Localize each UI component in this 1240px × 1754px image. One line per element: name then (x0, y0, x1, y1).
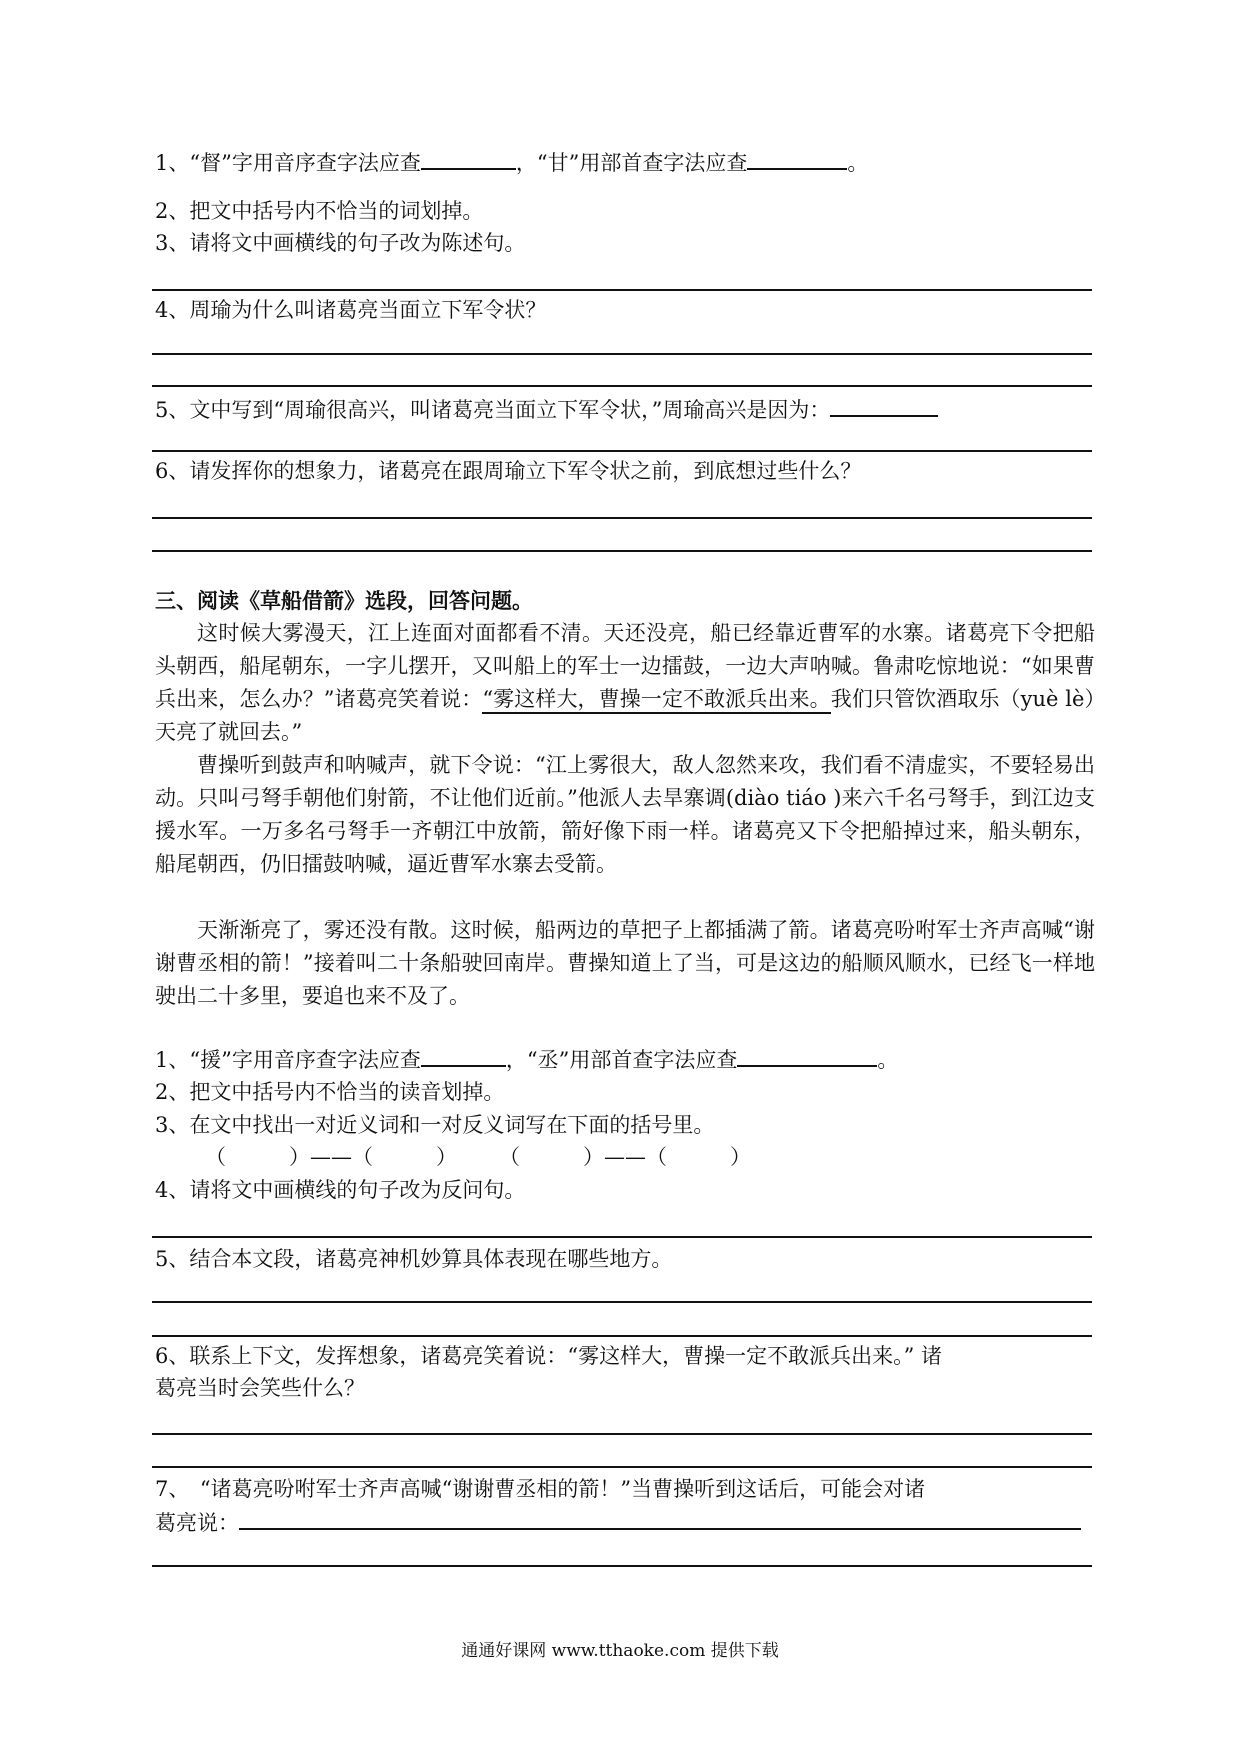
question-1-text-c: 。 (847, 151, 869, 175)
question-5 (155, 393, 938, 425)
question-1-text-c: 。 (877, 1048, 899, 1072)
question-6: 6、请发挥你的想象力，诸葛亮在跟周瑜立下军令状之前，到底想过些什么？ (155, 459, 862, 483)
question-4: 4、请将文中画横线的句子改为反问句。 (155, 1178, 526, 1202)
question-1-text-a: 1、“督”字用音序查字法应查 (155, 151, 421, 175)
answer-blank[interactable] (421, 146, 516, 170)
question-1-text-b: ，“丞”用部首查字法应查 (505, 1048, 738, 1072)
passage-paragraph-1 (155, 617, 1095, 749)
question-7-text: 葛亮说： (155, 1511, 239, 1535)
answer-blank[interactable] (239, 1506, 1081, 1530)
answer-line[interactable] (152, 289, 1092, 291)
question-1 (155, 1043, 898, 1075)
question-5-text: 5、文中写到“周瑜很高兴，叫诸葛亮当面立下军令状，”周瑜高兴是因为： (155, 398, 831, 422)
question-3: 3、请将文中画横线的句子改为陈述句。 (155, 231, 526, 255)
answer-blank[interactable] (421, 1043, 506, 1067)
question-1-text-a: 1、“援”字用音序查字法应查 (155, 1048, 421, 1072)
answer-line[interactable] (152, 517, 1092, 519)
answer-blank[interactable] (830, 393, 938, 417)
underlined-sentence: “雾这样大，曹操一定不敢派兵出来。 (482, 687, 830, 714)
question-2: 2、把文中括号内不恰当的词划掉。 (155, 199, 484, 223)
question-2: 2、把文中括号内不恰当的读音划掉。 (155, 1080, 505, 1104)
answer-line[interactable] (152, 1433, 1092, 1435)
answer-line[interactable] (152, 550, 1092, 552)
answer-line[interactable] (152, 1301, 1092, 1303)
passage-p1-text-b: 我们只管饮酒取乐（yuè lè）天亮了就回去。” (155, 687, 1095, 744)
answer-brackets[interactable]: （ ）——（ ） （ ）——（ ） (205, 1145, 751, 1169)
section-title: 三、阅读《草船借箭》选段，回答问题。 (155, 588, 533, 613)
question-7-line-2 (155, 1506, 1081, 1538)
question-6-line-2: 葛亮当时会笑些什么？ (155, 1376, 365, 1400)
question-1 (155, 146, 868, 178)
passage-p1-text-a: 这时候大雾漫天，江上连面对面都看不清。天还没亮，船已经靠近曹军的水寨。诸葛亮下令把船头朝西，船尾朝东，一字儿摆开，又叫船上的军士一边擂鼓，一边大声呐喊。鲁肃吃惊地说：“如果曹兵出来，怎么办？”诸葛亮笑着说： (155, 621, 1095, 711)
question-7-line-1: 7、 “诸葛亮吩咐军士齐声高喊“谢谢曹丞相的箭！”当曹操听到这话后，可能会对诸 (155, 1477, 926, 1501)
question-1-text-b: ，“甘”用部首查字法应查 (515, 151, 748, 175)
answer-line[interactable] (152, 450, 1092, 452)
question-6-line-1: 6、联系上下文，发挥想象，诸葛亮笑着说：“雾这样大，曹操一定不敢派兵出来。” 诸 (155, 1344, 943, 1368)
footer-text: 通通好课网 www.tthaoke.com 提供下载 (461, 1641, 779, 1661)
answer-line[interactable] (152, 1565, 1092, 1567)
answer-line[interactable] (152, 385, 1092, 387)
question-4: 4、周瑜为什么叫诸葛亮当面立下军令状？ (155, 298, 547, 322)
answer-blank[interactable] (737, 1043, 877, 1067)
answer-line[interactable] (152, 1335, 1092, 1337)
answer-blank[interactable] (747, 146, 847, 170)
passage-paragraph-2: 曹操听到鼓声和呐喊声，就下令说：“江上雾很大，敌人忽然来攻，我们看不清虚实，不要轻易出动。只叫弓弩手朝他们射箭，不让他们近前。”他派人去旱寨调(diào tiáo )来六千名弓弩手，到江边支援水军。一万多名弓弩手一齐朝江中放箭，箭好像下雨一样。诸葛亮又下令把船掉过来，船头朝东，船尾朝西，仍旧擂鼓呐喊，逼近曹军水寨去受箭。 (155, 753, 1095, 876)
question-3: 3、在文中找出一对近义词和一对反义词写在下面的括号里。 (155, 1113, 715, 1137)
passage-paragraph-3: 天渐渐亮了，雾还没有散。这时候，船两边的草把子上都插满了箭。诸葛亮吩咐军士齐声高喊“谢谢曹丞相的箭！”接着叫二十条船驶回南岸。曹操知道上了当，可是这边的船顺风顺水，已经飞一样地驶出二十多里，要追也来不及了。 (155, 918, 1095, 1008)
answer-line[interactable] (152, 353, 1092, 355)
answer-line[interactable] (152, 1236, 1092, 1238)
answer-line[interactable] (152, 1466, 1092, 1468)
question-5: 5、结合本文段，诸葛亮神机妙算具体表现在哪些地方。 (155, 1247, 673, 1271)
